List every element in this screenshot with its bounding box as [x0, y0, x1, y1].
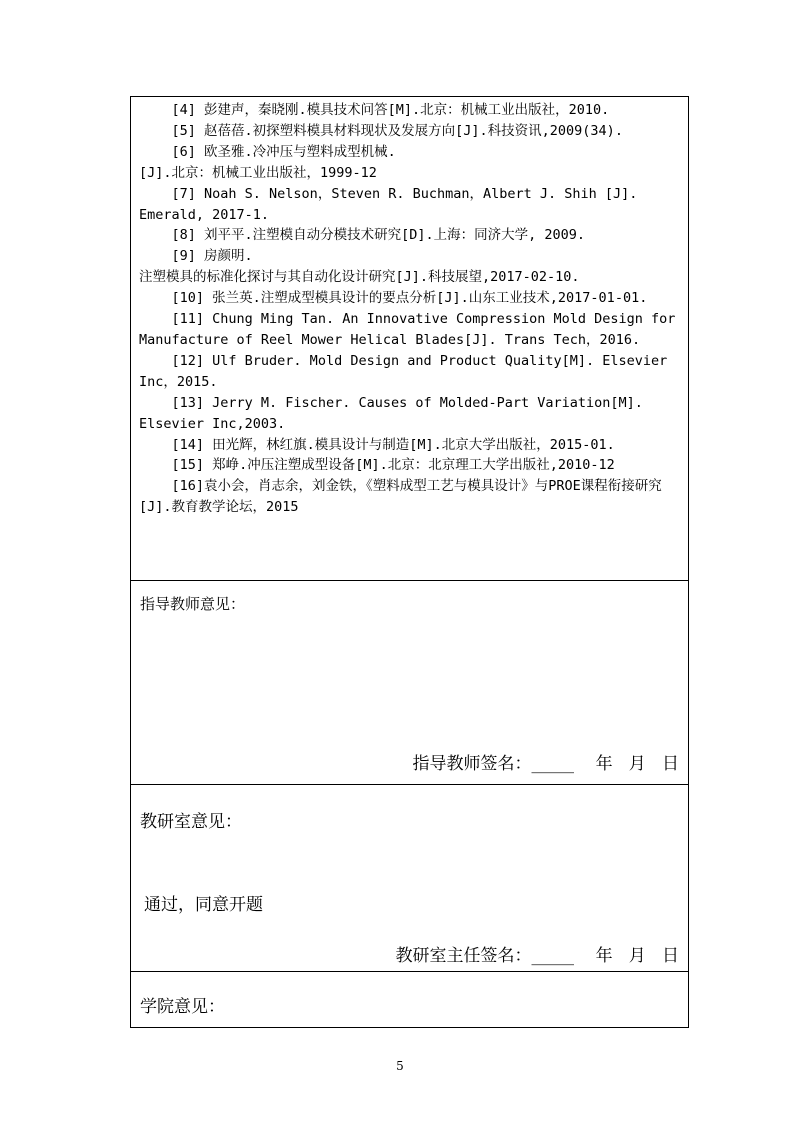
- teaching-office-opinion: 通过，同意开题: [144, 895, 263, 915]
- college-opinion-label: 学院意见：: [140, 997, 225, 1017]
- college-opinion-section: [131, 972, 688, 1027]
- reference-item: [11] Chung Ming Tan. An Innovative Compression Mold Design for Manufacture of Reel Mower Helical Blades[J]. Trans Tech，2016.: [139, 311, 676, 348]
- advisor-signature-line: 指导教师签名：_____ 年 月 日: [412, 754, 679, 774]
- office-director-signature-line: 教研室主任签名：_____ 年 月 日: [395, 946, 679, 966]
- teaching-office-section: [131, 785, 688, 972]
- page-number: 5: [396, 1059, 404, 1073]
- advisor-opinion-label: 指导教师意见：: [140, 595, 246, 613]
- proposal-form-table: [130, 96, 689, 1028]
- references-section: [131, 97, 688, 581]
- reference-item: [14] 田光辉，林红旗.模具设计与制造[M].北京大学出版社，2015-01.: [139, 436, 615, 453]
- reference-item: [6] 欧圣雅.冷冲压与塑料成型机械. [J].北京：机械工业出版社，1999-12: [139, 143, 396, 181]
- reference-item: [12] Ulf Bruder. Mold Design and Product Quality[M]. Elsevier Inc，2015.: [139, 352, 668, 390]
- reference-item: [8] 刘平平.注塑模自动分模技术研究[D].上海：同济大学, 2009.: [139, 227, 586, 244]
- reference-item: [9] 房颜明. 注塑模具的标准化探讨与其自动化设计研究[J].科技展望,2017-02-10.: [139, 248, 580, 286]
- reference-item: [4] 彭建声，秦晓刚.模具技术问答[M].北京：机械工业出版社，2010.: [139, 102, 610, 118]
- reference-item: [15] 郑峥.冲压注塑成型设备[M].北京：北京理工大学出版社,2010-12: [139, 457, 615, 474]
- reference-item: [7] Noah S. Nelson，Steven R. Buchman，Albert J. Shih [J]. Emerald, 2017-1.: [139, 185, 638, 223]
- reference-item: [5] 赵蓓蓓.初探塑料模具材料现状及发展方向[J].科技资讯,2009(34).: [139, 122, 623, 139]
- advisor-opinion-section: [131, 581, 688, 785]
- teaching-office-label: 教研室意见：: [140, 812, 242, 832]
- reference-item: [16]袁小会，肖志余，刘金铁，《塑料成型工艺与模具设计》与PROE课程衔接研究[J].教育教学论坛，2015: [139, 478, 662, 516]
- reference-item: [10] 张兰英.注塑成型模具设计的要点分析[J].山东工业技术,2017-01-01.: [139, 290, 648, 307]
- reference-item: [13] Jerry M. Fischer. Causes of Molded-Part Variation[M]. Elsevier Inc,2003.: [139, 394, 643, 432]
